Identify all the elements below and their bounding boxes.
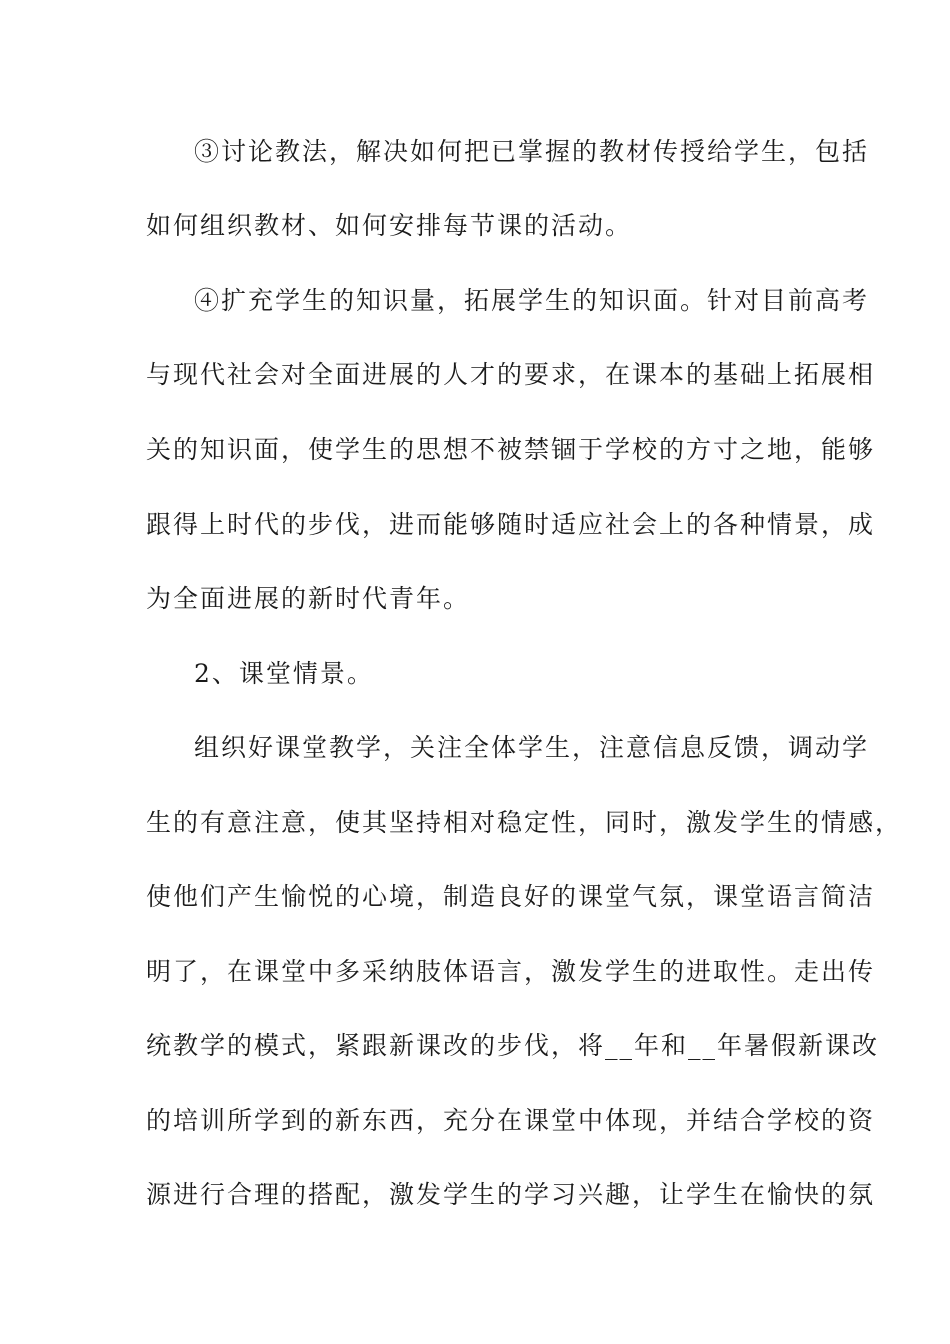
text-line: 的培训所学到的新东西，充分在课堂中体现，并结合学校的资 — [146, 1106, 876, 1135]
text-line: 如何组织教材、如何安排每节课的活动。 — [146, 211, 633, 240]
text-line: 关的知识面，使学生的思想不被禁锢于学校的方寸之地，能够 — [146, 435, 876, 464]
text-line: 组织好课堂教学，关注全体学生，注意信息反馈，调动学 — [194, 733, 870, 762]
text-line: 跟得上时代的步伐，进而能够随时适应社会上的各种情景，成 — [146, 510, 876, 539]
text-line: 统教学的模式，紧跟新课改的步伐，将__年和__年暑假新课改 — [146, 1031, 880, 1060]
section-heading: 2、课堂情景。 — [194, 659, 374, 688]
text-line: ③讨论教法，解决如何把已掌握的教材传授给学生，包括 — [194, 137, 870, 166]
text-line: ④扩充学生的知识量，拓展学生的知识面。针对目前高考 — [194, 286, 870, 315]
text-line: 使他们产生愉悦的心境，制造良好的课堂气氛，课堂语言简洁 — [146, 882, 876, 911]
text-line: 源进行合理的搭配，激发学生的学习兴趣，让学生在愉快的氛 — [146, 1180, 876, 1209]
text-line: 明了，在课堂中多采纳肢体语言，激发学生的进取性。走出传 — [146, 957, 876, 986]
text-line: 与现代社会对全面进展的人才的要求，在课本的基础上拓展相 — [146, 360, 876, 389]
text-line: 生的有意注意，使其坚持相对稳定性，同时，激发学生的情感， — [146, 808, 903, 837]
text-line: 为全面进展的新时代青年。 — [146, 584, 471, 613]
